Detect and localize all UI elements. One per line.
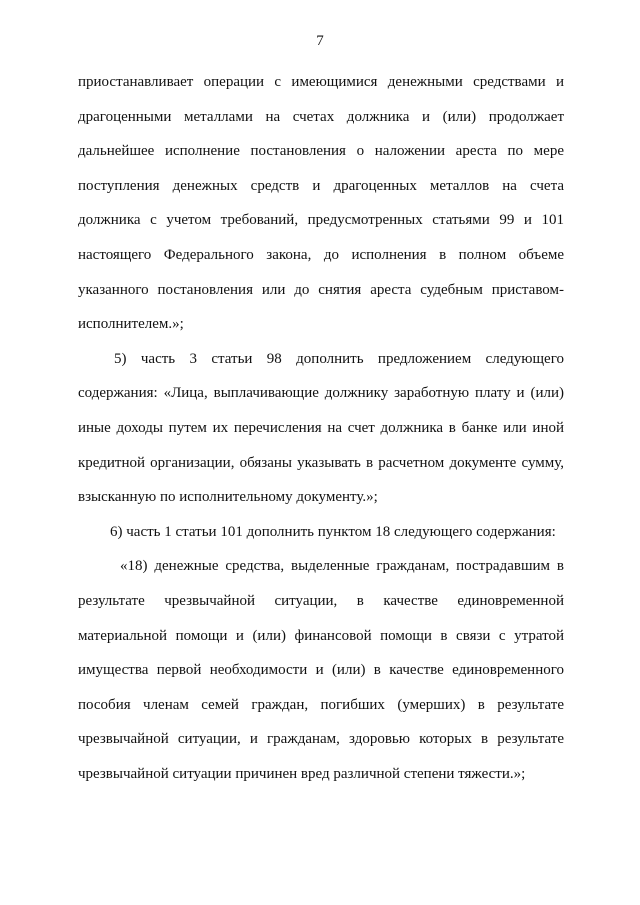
text-line: исполнителем.»; <box>78 316 184 333</box>
text-line: результате чрезвычайной ситуации, в качестве единовременной <box>78 592 564 609</box>
paragraph-item-6 <box>78 515 564 550</box>
text-line: чрезвычайной ситуации причинен вред различной степени тяжести.»; <box>78 765 526 782</box>
text-line: должника с учетом требований, предусмотренных статьями 99 и 101 <box>78 212 564 229</box>
text-line: приостанавливает операции с имеющимися денежными средствами и <box>78 74 564 90</box>
paragraph-item-18 <box>78 549 564 791</box>
text-line: 6) часть 1 статьи 101 дополнить пунктом 18 следующего содержания: <box>110 523 556 540</box>
text-line: имущества первой необходимости и (или) в качестве единовременного <box>78 662 564 679</box>
text-line: дальнейшее исполнение постановления о наложении ареста по мере <box>78 143 564 160</box>
text-line: содержания: «Лица, выплачивающие должнику заработную плату и (или) <box>78 385 564 402</box>
text-line: кредитной организации, обязаны указывать в расчетном документе сумму, <box>78 454 564 471</box>
text-line: 5) часть 3 статьи 98 дополнить предложением следующего <box>114 350 564 367</box>
text-line: взысканную по исполнительному документу.»; <box>78 489 378 506</box>
page-number: 7 <box>316 33 324 49</box>
text-line: пособия членам семей граждан, погибших (умерших) в результате <box>78 696 564 713</box>
text-line: чрезвычайной ситуации, и гражданам, здоровью которых в результате <box>78 731 564 748</box>
text-line: указанного постановления или до снятия ареста судебным приставом- <box>78 281 564 298</box>
text-line: «18) денежные средства, выделенные гражданам, пострадавшим в <box>120 558 564 575</box>
paragraph-continuation <box>78 65 564 342</box>
text-line: поступления денежных средств и драгоценных металлов на счета <box>78 177 564 194</box>
text-line: драгоценными металлами на счетах должника и (или) продолжает <box>78 108 564 125</box>
text-line: иные доходы путем их перечисления на счет должника в банке или иной <box>78 419 564 436</box>
text-line: настоящего Федерального закона, до исполнения в полном объеме <box>78 246 564 263</box>
paragraph-item-5 <box>78 342 564 515</box>
document-body <box>78 65 564 791</box>
text-line: материальной помощи и (или) финансовой помощи в связи с утратой <box>78 627 564 644</box>
